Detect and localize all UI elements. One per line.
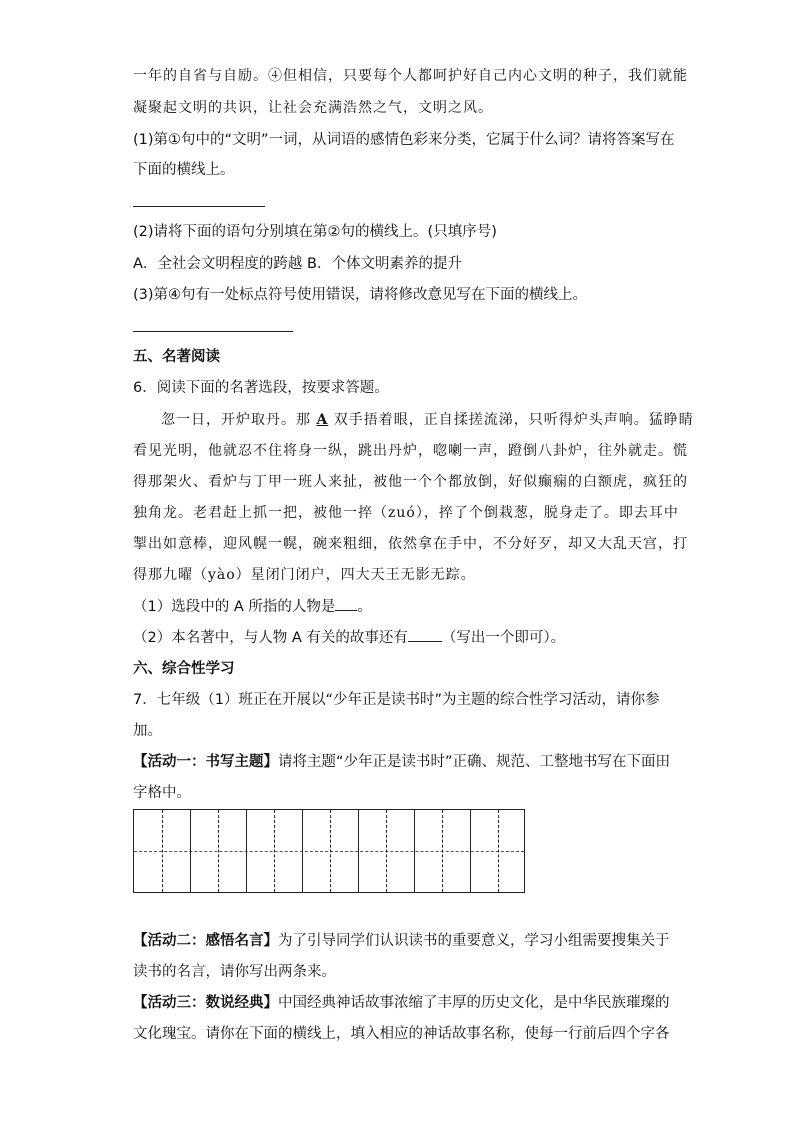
tianzige-grid[interactable] xyxy=(133,809,525,893)
grid-cell-border xyxy=(302,810,303,892)
answer-line[interactable] xyxy=(133,331,293,332)
grid-cell-midline xyxy=(330,810,331,892)
question-6-2: （2）本名著中，与人物 A 有关的故事还有 （写出一个即可）。 xyxy=(133,630,566,646)
grid-cell-midline xyxy=(162,810,163,892)
passage-line: 凝聚起文明的共识，让社会充满浩然之气，文明之风。 xyxy=(133,100,493,116)
activity-2-cont: 读书的名言，请你写出两条来。 xyxy=(133,964,336,980)
section-heading: 五、名著阅读 xyxy=(133,349,220,365)
grid-cell-midline xyxy=(498,810,499,892)
answer-blank[interactable] xyxy=(408,641,442,642)
classic-passage-line: 独角龙。老君赶上抓一把，被他一捽（zuó），捽了个倒栽葱，脱身走了。即去耳中 xyxy=(133,505,679,521)
question-5-3: (3)第④句有一处标点符号使用错误，请将修改意见写在下面的横线上。 xyxy=(133,287,588,303)
classic-passage-line: 掣出如意棒，迎风幌一幌，碗来粗细，依然拿在手中，不分好歹，却又大乱天宫，打 xyxy=(133,536,688,552)
question-7: 7．七年级（1）班正在开展以“少年正是读书时”为主题的综合性学习活动，请你参 xyxy=(133,692,660,708)
question-7-cont: 加。 xyxy=(133,723,162,739)
classic-passage-line xyxy=(161,410,694,430)
grid-cell-midline xyxy=(218,810,219,892)
activity-3: 【活动三：数说经典】中国经典神话故事浓缩了丰厚的历史文化，是中华民族璀璨的 xyxy=(133,995,670,1011)
activity-title: 【活动一：书写主题】 xyxy=(133,754,278,770)
answer-line[interactable] xyxy=(133,206,265,207)
question-5-1: (1)第①句中的“文明”一词，从词语的感情色彩来分类，它属于什么词？请将答案写在 xyxy=(133,132,675,148)
grid-cell-border xyxy=(414,810,415,892)
classic-passage-line: 得那架火、看炉与丁甲一班人来扯，被他一个个都放倒，好似癫痫的白额虎，疯狂的 xyxy=(133,474,688,490)
grid-cell-border xyxy=(358,810,359,892)
passage-mark: A xyxy=(316,412,329,428)
grid-cell-midline xyxy=(386,810,387,892)
grid-cell-border xyxy=(246,810,247,892)
grid-cell-midline xyxy=(442,810,443,892)
activity-title: 【活动三：数说经典】 xyxy=(133,995,278,1011)
activity-2: 【活动二：感悟名言】为了引导同学们认识读书的重要意义，学习小组需要搜集关于 xyxy=(133,933,670,949)
activity-1: 【活动一：书写主题】请将主题“少年正是读书时”正确、规范、工整地书写在下面田 xyxy=(133,754,671,770)
grid-midline xyxy=(134,851,524,852)
grid-cell-midline xyxy=(274,810,275,892)
classic-passage-line: 得那九曜（yào）星闭门闭户，四大天王无影无踪。 xyxy=(133,567,476,583)
question-5-options: A．全社会文明程度的跨越 B．个体文明素养的提升 xyxy=(133,256,462,272)
question-6-1: （1）选段中的 A 所指的人物是 。 xyxy=(133,599,372,615)
passage-text: 双手捂着眼，正自揉搓流涕，只听得炉头声响。猛睁睛 xyxy=(333,412,694,428)
question-6-stem: 6．阅读下面的名著选段，按要求答题。 xyxy=(133,380,389,396)
section-heading: 六、综合性学习 xyxy=(133,661,235,677)
passage-text: 忽一日，开炉取丹。那 xyxy=(161,412,311,428)
activity-title: 【活动二：感悟名言】 xyxy=(133,933,278,949)
activity-3-cont: 文化瑰宝。请你在下面的横线上，填入相应的神话故事名称，使每一行前后四个字各 xyxy=(133,1026,670,1042)
passage-line: 一年的自省与自励。④但相信，只要每个人都呵护好自己内心文明的种子，我们就能 xyxy=(133,68,688,84)
activity-1-cont: 字格中。 xyxy=(133,785,191,801)
question-5-1-cont: 下面的横线上。 xyxy=(133,162,235,178)
answer-blank[interactable] xyxy=(335,610,357,611)
question-5-2: (2)请将下面的语句分别填在第②句的横线上。(只填序号) xyxy=(133,224,497,240)
grid-cell-border xyxy=(470,810,471,892)
classic-passage-line: 看见光明，他就忍不住将身一纵，跳出丹炉，唿喇一声，蹬倒八卦炉，往外就走。慌 xyxy=(133,443,688,459)
grid-cell-border xyxy=(190,810,191,892)
